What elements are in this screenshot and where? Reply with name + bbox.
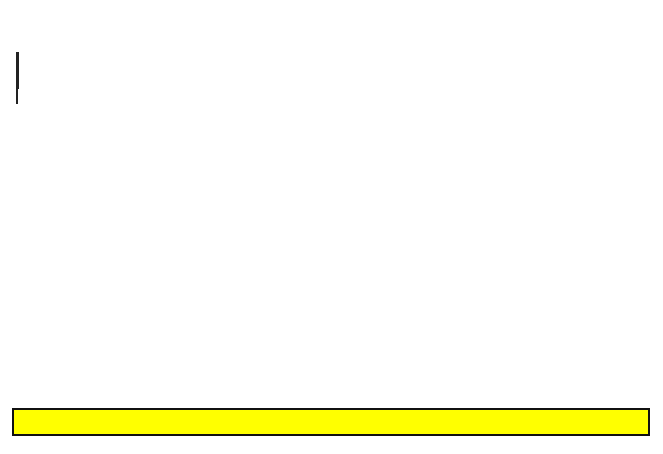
footnote — [12, 408, 650, 436]
annee-naissance-header — [18, 53, 19, 89]
age-category-table — [16, 52, 19, 104]
